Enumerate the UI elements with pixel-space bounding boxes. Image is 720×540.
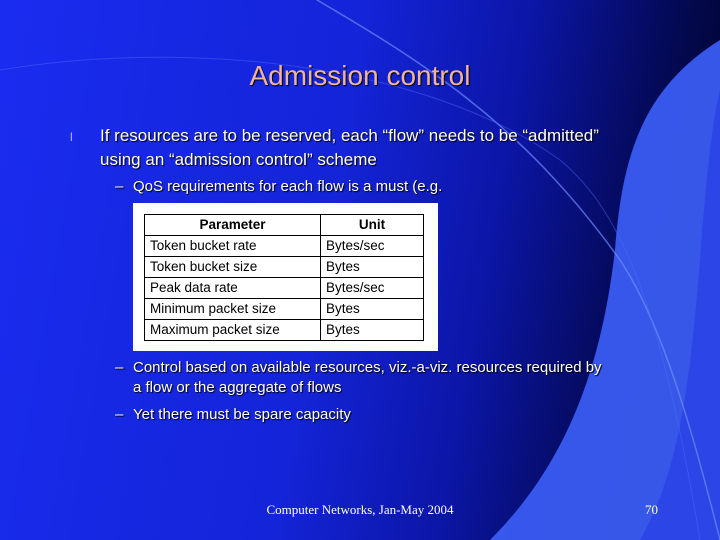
table-cell-unit: Bytes: [321, 320, 424, 341]
table-cell-parameter: Maximum packet size: [145, 320, 321, 341]
dash-bullet-icon: –: [115, 359, 124, 376]
table-cell-parameter: Token bucket rate: [145, 236, 321, 257]
table-header-unit: Unit: [321, 215, 424, 236]
table-cell-parameter: Token bucket size: [145, 257, 321, 278]
slide-footer: Computer Networks, Jan-May 2004: [266, 502, 454, 517]
parameter-table-panel: [133, 203, 438, 351]
table-cell-unit: Bytes/sec: [321, 278, 424, 299]
table-row: [145, 257, 424, 278]
subbullet-qos: QoS requirements for each flow is a must (e.g.: [133, 178, 443, 195]
table-cell-unit: Bytes: [321, 257, 424, 278]
table-cell-parameter: Minimum packet size: [145, 299, 321, 320]
table-header-parameter: Parameter: [145, 215, 321, 236]
subbullet-control: Control based on available resources, viz.-a-viz. resources required by a flow or the aggregate of flows: [133, 359, 602, 396]
table-row: [145, 299, 424, 320]
subbullet-spare-capacity: Yet there must be spare capacity: [133, 406, 351, 423]
page-number: 70: [645, 502, 658, 517]
bullet-main-text: If resources are to be reserved, each “flow” needs to be “admitted” using an “admission control” scheme: [100, 126, 599, 169]
table-row: [145, 278, 424, 299]
parameter-table: [144, 214, 424, 341]
bullet-dot-icon: l: [70, 130, 73, 144]
table-cell-parameter: Peak data rate: [145, 278, 321, 299]
dash-bullet-icon: –: [115, 406, 124, 423]
dash-bullet-icon: –: [115, 178, 124, 195]
table-row: [145, 236, 424, 257]
table-row: [145, 320, 424, 341]
slide-title: Admission control: [249, 60, 471, 91]
table-header-row: [145, 215, 424, 236]
table-cell-unit: Bytes: [321, 299, 424, 320]
table-cell-unit: Bytes/sec: [321, 236, 424, 257]
